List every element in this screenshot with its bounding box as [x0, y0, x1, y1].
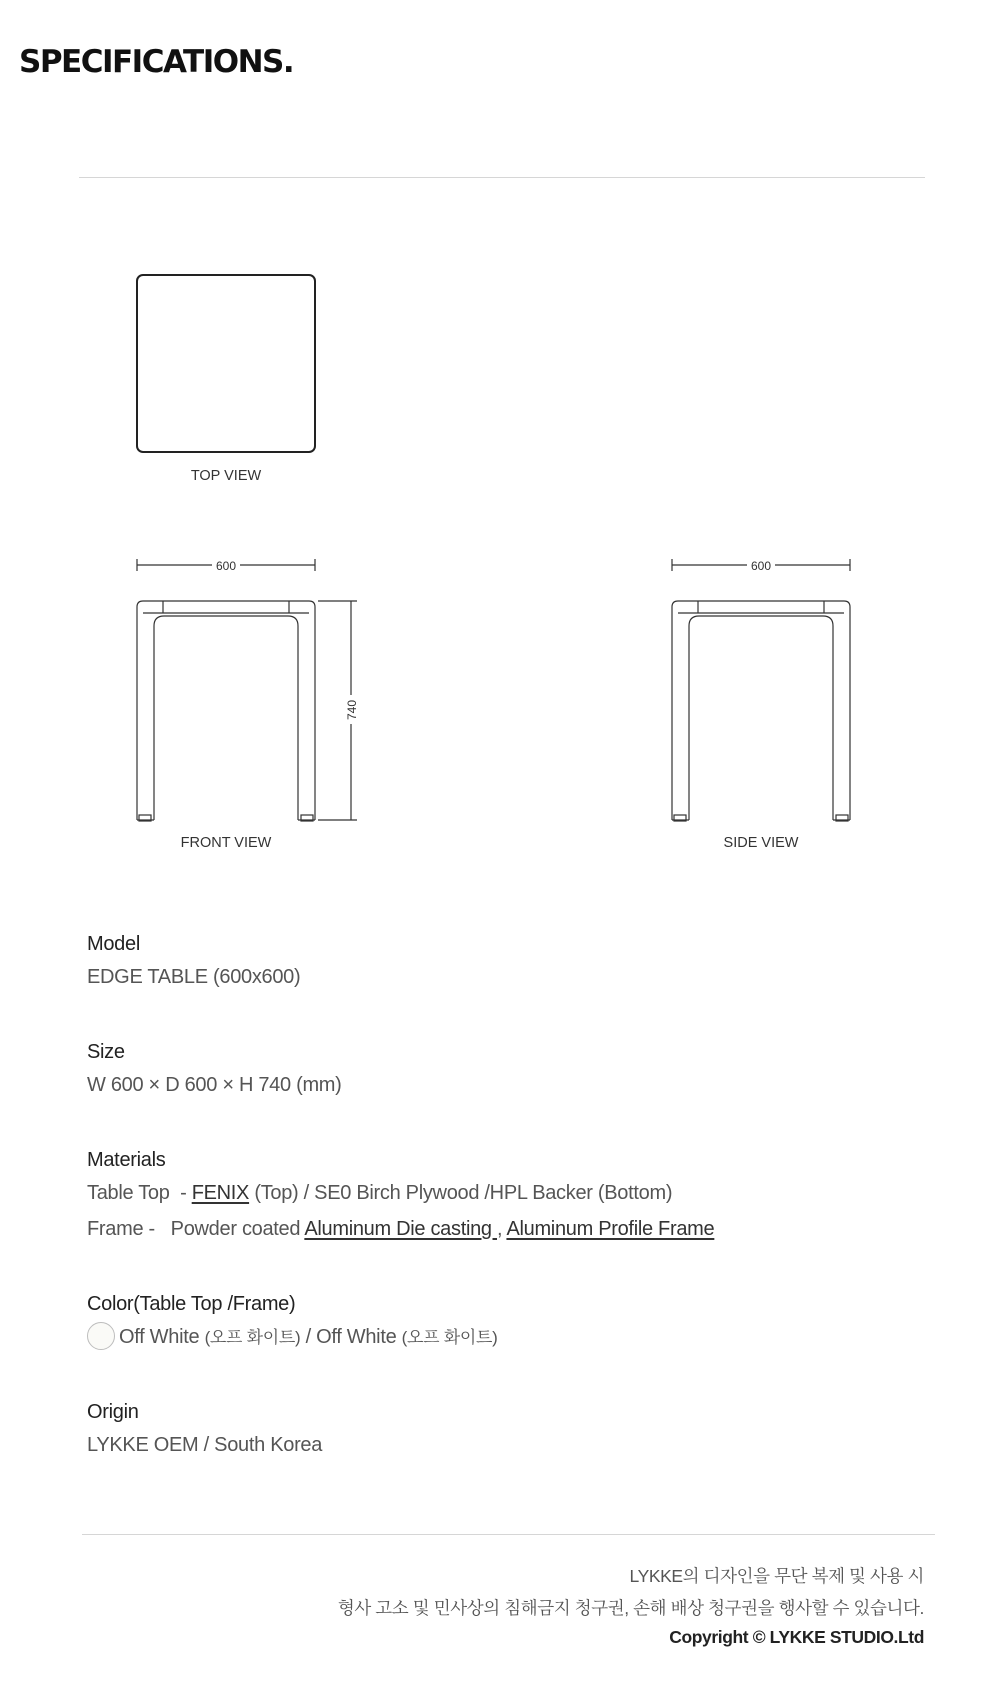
- size-value: W 600 × D 600 × H 740 (mm): [87, 1074, 342, 1096]
- side-view-drawing: [672, 559, 850, 821]
- spec-color: [87, 1289, 497, 1356]
- color-value: [87, 1319, 497, 1356]
- side-width-dimension: 600: [750, 559, 772, 573]
- spec-model: [87, 929, 300, 995]
- color-separator: /: [300, 1326, 317, 1348]
- height-dimension: 740: [345, 699, 359, 721]
- spec-size: [87, 1037, 342, 1103]
- top-view-label: TOP VIEW: [190, 468, 262, 484]
- front-view-drawing: [137, 559, 357, 821]
- top-view-drawing: [137, 275, 315, 484]
- spec-origin: [87, 1397, 322, 1463]
- profile-frame-link[interactable]: Aluminum Profile Frame: [506, 1218, 715, 1240]
- side-view-label: SIDE VIEW: [723, 835, 799, 851]
- fenix-link[interactable]: FENIX: [191, 1182, 250, 1204]
- origin-value: LYKKE OEM / South Korea: [87, 1434, 323, 1456]
- origin-label: Origin: [87, 1401, 139, 1423]
- frame-color-korean: (오프 화이트): [401, 1328, 498, 1347]
- frame-color: Off White: [316, 1326, 397, 1348]
- color-swatch: [87, 1322, 115, 1350]
- frame-prefix: Frame - Powder coated: [87, 1218, 305, 1240]
- page-title: SPECIFICATIONS.: [19, 44, 294, 80]
- top-color-korean: (오프 화이트): [204, 1328, 301, 1347]
- front-view-label: FRONT VIEW: [180, 835, 272, 851]
- color-label: Color(Table Top /Frame): [87, 1293, 296, 1315]
- table-top-prefix: Table Top -: [87, 1182, 192, 1204]
- footer-notice-line2: 형사 고소 및 민사상의 침해금지 청구권, 손해 배상 청구권을 행사할 수 있습니다.: [337, 1598, 924, 1618]
- die-casting-link[interactable]: Aluminum Die casting: [304, 1218, 498, 1240]
- size-label: Size: [87, 1041, 125, 1063]
- footer-notice-line1: LYKKE의 디자인을 무단 복제 및 사용 시: [629, 1566, 924, 1586]
- materials-label: Materials: [87, 1149, 166, 1171]
- materials-frame: [87, 1211, 714, 1247]
- front-width-dimension: 600: [215, 559, 237, 573]
- model-value: EDGE TABLE (600x600): [87, 966, 301, 988]
- footer-copyright: Copyright © LYKKE STUDIO.Ltd: [669, 1627, 924, 1647]
- model-label: Model: [87, 933, 140, 955]
- bottom-divider: [82, 1534, 935, 1535]
- table-top-rest: (Top) / SE0 Birch Plywood /HPL Backer (Bottom): [249, 1182, 673, 1204]
- frame-separator: ,: [497, 1218, 507, 1240]
- spec-materials: [87, 1145, 714, 1247]
- materials-table-top: [87, 1175, 714, 1211]
- top-color: Off White: [119, 1326, 200, 1348]
